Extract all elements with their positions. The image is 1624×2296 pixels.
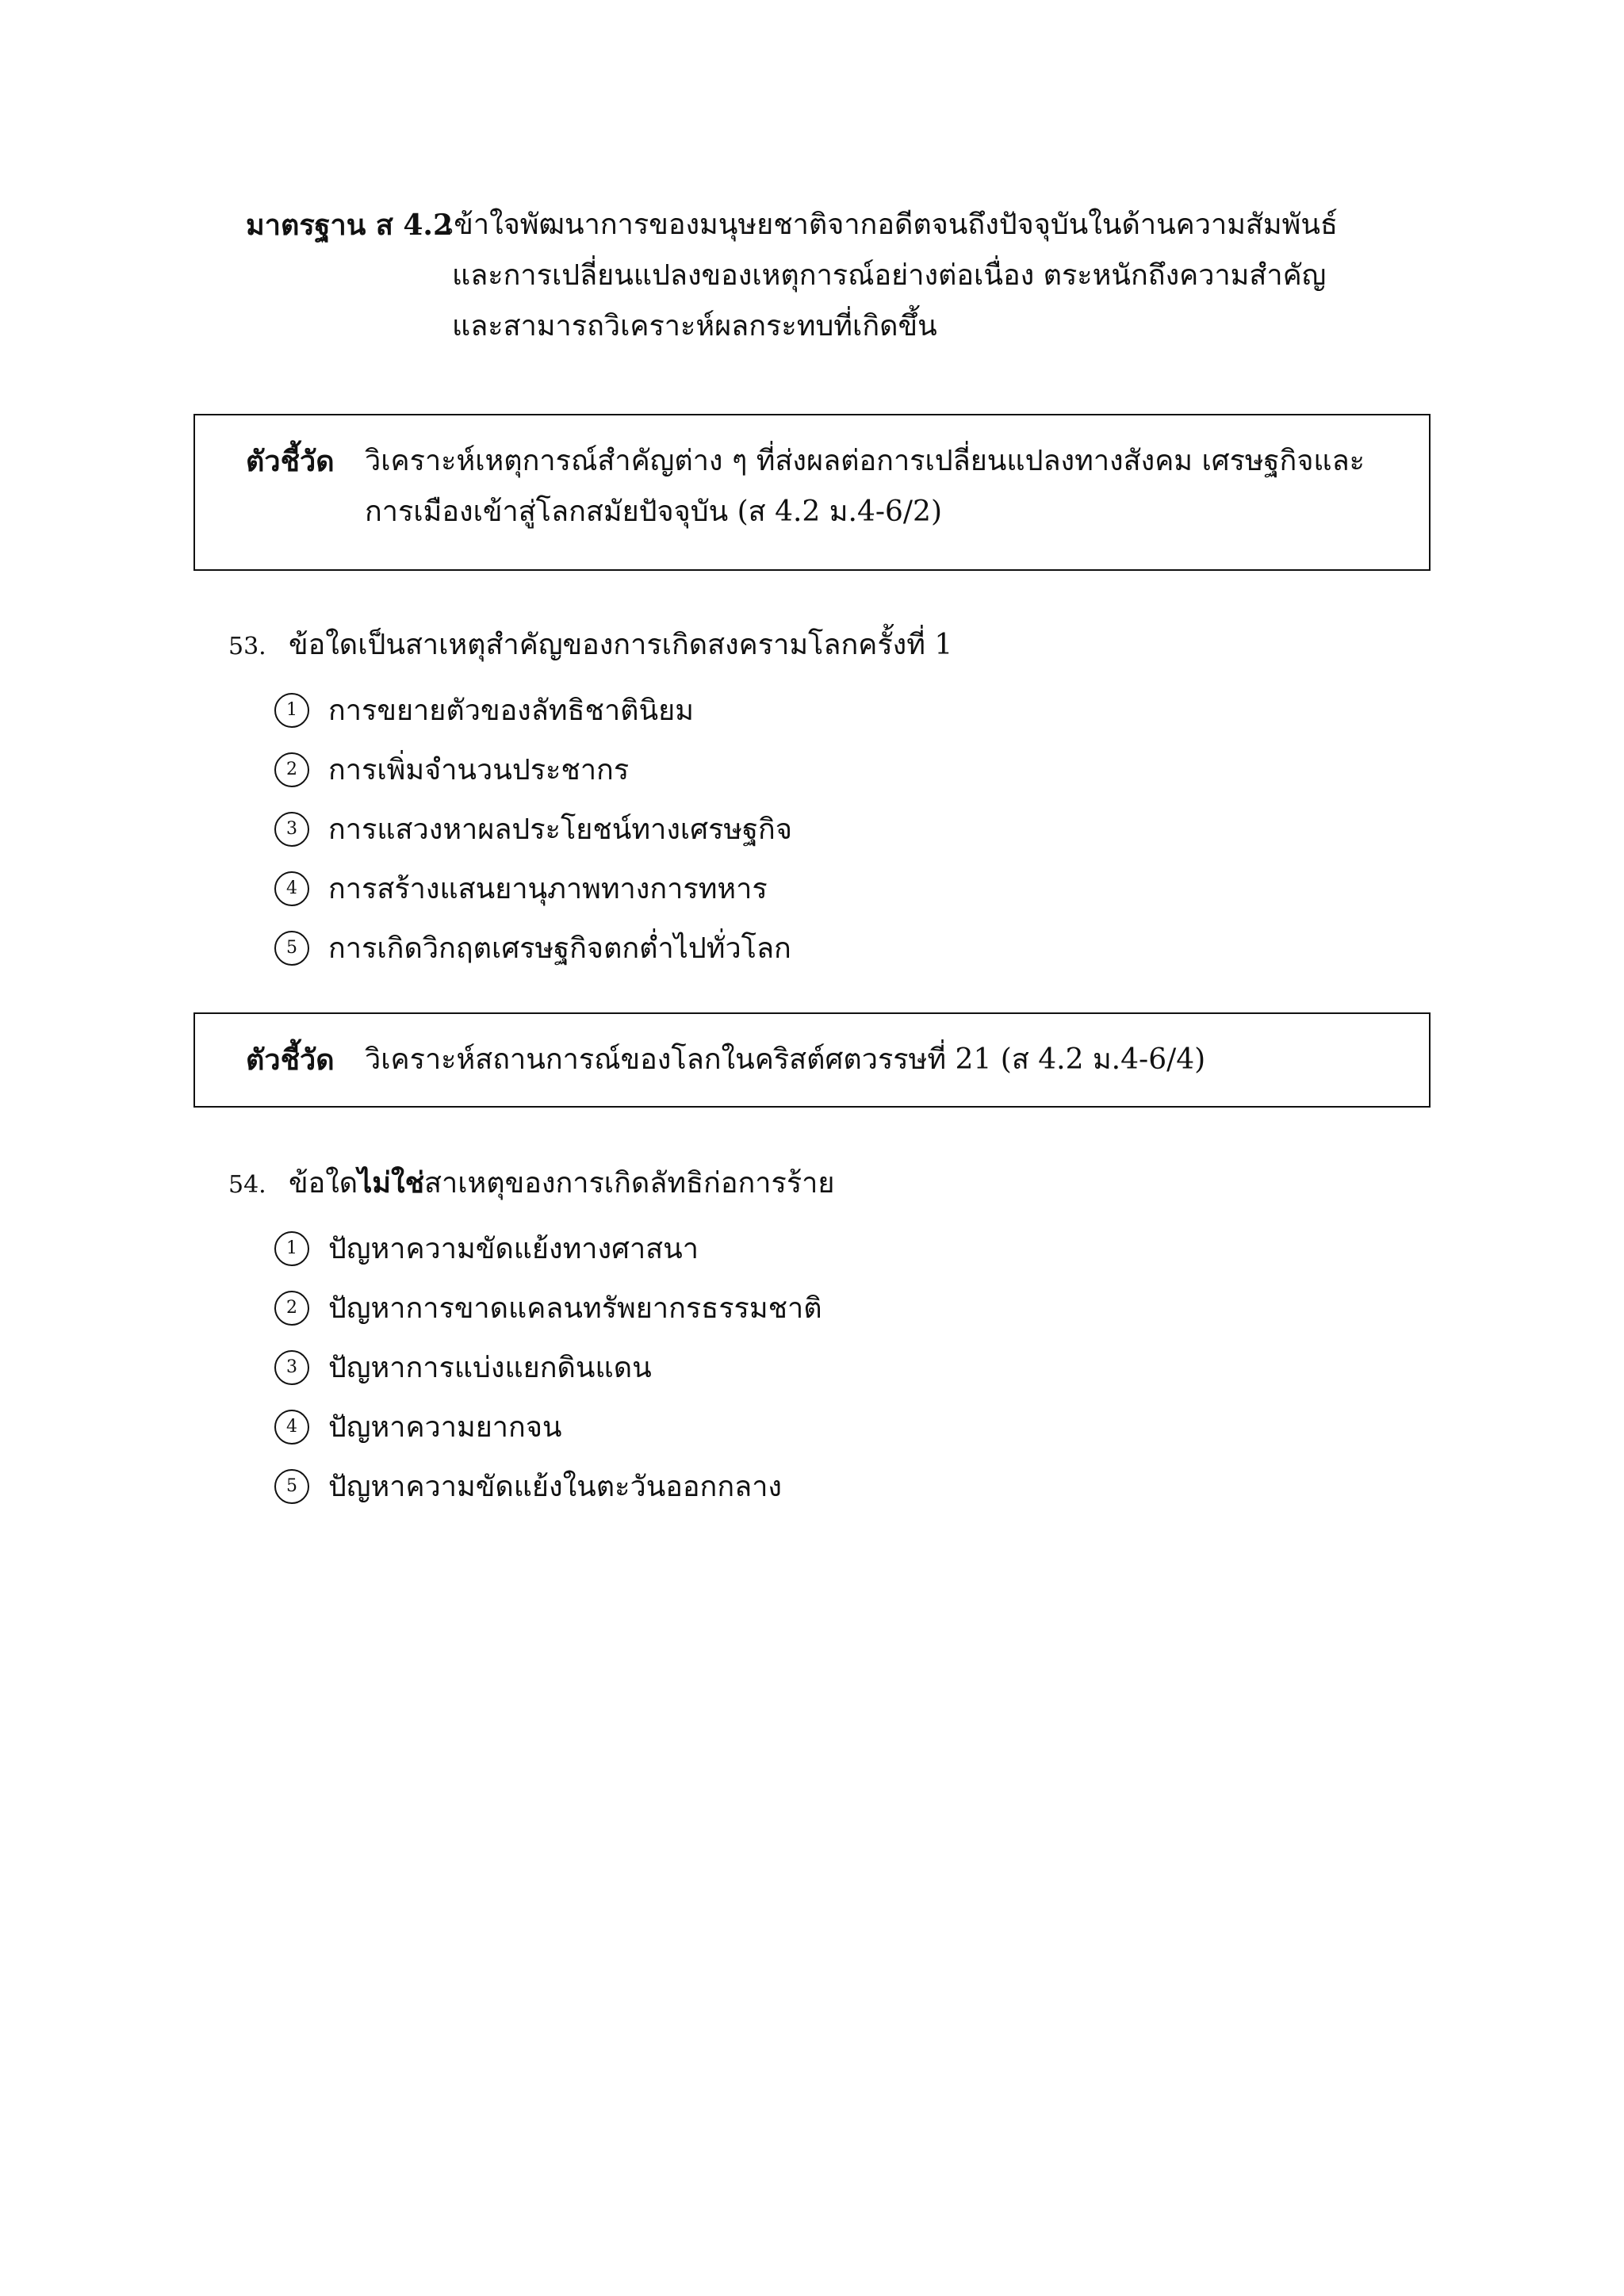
option-number-circle: 3 <box>274 1350 309 1385</box>
answer-option-5[interactable] <box>274 918 1418 978</box>
question-54 <box>228 1158 1418 1516</box>
option-text: ปัญหาความขัดแย้งทางศาสนา <box>328 1233 699 1265</box>
indicator-description <box>365 436 1365 538</box>
standard-label: มาตรฐาน ส 4.2 <box>246 209 454 242</box>
question-text-emphasis: ไม่ใช่ <box>358 1166 425 1200</box>
option-text: ปัญหาความยากจน <box>328 1411 562 1444</box>
answer-option-3[interactable] <box>274 799 1418 859</box>
option-text: การเกิดวิกฤตเศรษฐกิจตกต่ำไปทั่วโลก <box>328 932 791 965</box>
option-number-circle: 2 <box>274 1291 309 1326</box>
standard-description <box>444 200 1338 352</box>
question-text-prefix: ข้อใด <box>289 1167 358 1200</box>
standard-line: เข้าใจพัฒนาการของมนุษยชาติจากอดีตจนถึงปัจจุบันในด้านความสัมพันธ์ <box>444 209 1338 241</box>
option-text: ปัญหาความขัดแย้งในตะวันออกกลาง <box>328 1471 782 1503</box>
option-text: ปัญหาการขาดแคลนทรัพยากรธรรมชาติ <box>328 1292 822 1325</box>
option-text: การขยายตัวของลัทธิชาตินิยม <box>328 695 694 727</box>
question-stem <box>228 1158 1418 1211</box>
option-number-circle: 5 <box>274 931 309 966</box>
option-number-circle: 3 <box>274 812 309 847</box>
indicator-box-2 <box>193 1012 1431 1108</box>
question-number: 54. <box>228 1171 266 1199</box>
option-text: การเพิ่มจำนวนประชากร <box>328 754 630 786</box>
answer-option-4[interactable] <box>274 859 1418 918</box>
question-number: 53. <box>228 633 266 660</box>
option-number-circle: 2 <box>274 752 309 787</box>
indicator-box-1 <box>193 414 1431 571</box>
answer-option-5[interactable] <box>274 1456 1418 1516</box>
option-text: การแสวงหาผลประโยชน์ทางเศรษฐกิจ <box>328 813 792 846</box>
answer-options <box>228 1219 1418 1516</box>
answer-option-3[interactable] <box>274 1337 1418 1397</box>
indicator-line: วิเคราะห์สถานการณ์ของโลกในคริสต์ศตวรรษที่ 21 (ส 4.2 ม.4-6/4) <box>365 1043 1206 1076</box>
option-text: ปัญหาการแบ่งแยกดินแดน <box>328 1352 652 1384</box>
answer-option-4[interactable] <box>274 1397 1418 1456</box>
question-text: ข้อใดเป็นสาเหตุสำคัญของการเกิดสงครามโลกครั้งที่ 1 <box>289 629 953 661</box>
option-text: การสร้างแสนยานุภาพทางการทหาร <box>328 873 768 905</box>
answer-option-1[interactable] <box>274 680 1418 740</box>
indicator-label: ตัวชี้วัด <box>246 445 335 478</box>
indicator-label: ตัวชี้วัด <box>246 1043 335 1077</box>
option-number-circle: 1 <box>274 693 309 728</box>
option-number-circle: 5 <box>274 1469 309 1504</box>
indicator-line: วิเคราะห์เหตุการณ์สำคัญต่าง ๆ ที่ส่งผลต่อการเปลี่ยนแปลงทางสังคม เศรษฐกิจและ <box>365 445 1365 477</box>
answer-options <box>228 680 1418 978</box>
standard-line: และสามารถวิเคราะห์ผลกระทบที่เกิดขึ้น <box>452 310 937 342</box>
answer-option-2[interactable] <box>274 740 1418 799</box>
indicator-line: การเมืองเข้าสู่โลกสมัยปัจจุบัน (ส 4.2 ม.4-6/2) <box>365 496 942 528</box>
question-stem <box>228 620 1418 672</box>
answer-option-2[interactable] <box>274 1278 1418 1337</box>
answer-option-1[interactable] <box>274 1219 1418 1278</box>
option-number-circle: 4 <box>274 871 309 906</box>
option-number-circle: 4 <box>274 1410 309 1445</box>
question-53 <box>228 620 1418 978</box>
standard-line: และการเปลี่ยนแปลงของเหตุการณ์อย่างต่อเนื่อง ตระหนักถึงความสำคัญ <box>452 259 1327 292</box>
question-text-suffix: สาเหตุของการเกิดลัทธิก่อการร้าย <box>424 1167 835 1200</box>
option-number-circle: 1 <box>274 1231 309 1266</box>
indicator-description <box>365 1035 1205 1085</box>
